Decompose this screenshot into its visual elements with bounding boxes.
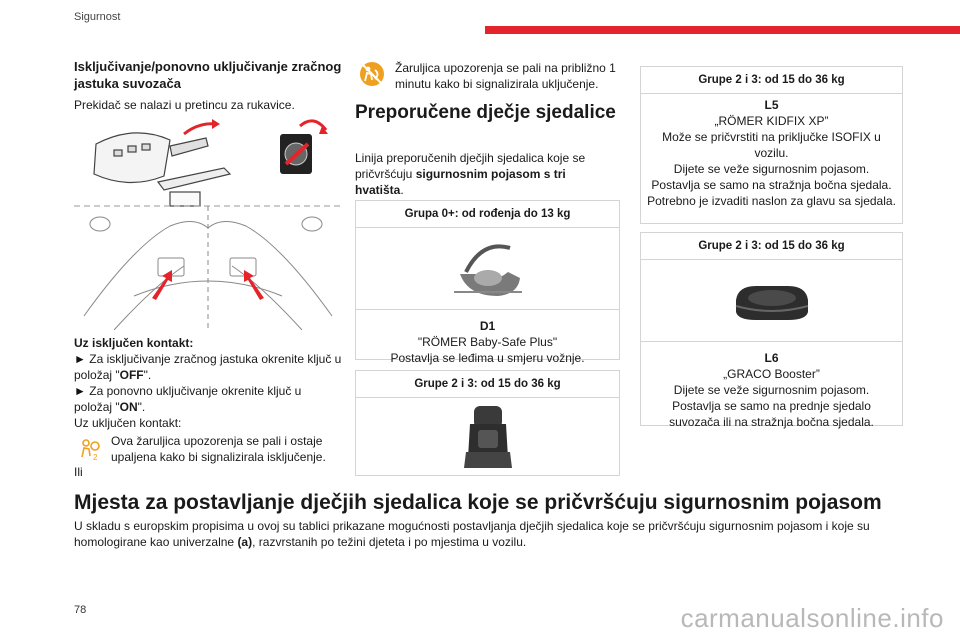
lamp-on-text: Žaruljica upozorenja se pali na približno 1 minutu kako bi signalizirala uključenje. <box>395 61 616 91</box>
seat-line: „RÖMER KIDFIX XP” <box>714 114 829 128</box>
seat-card-title: Grupa 0+: od rođenja do 13 kg <box>356 201 619 228</box>
step-enable-text-pre: Za ponovno uključivanje okrenite ključ u položaj " <box>74 384 302 414</box>
seat-line: Postavlja se leđima u smjeru vožnje. <box>390 351 585 365</box>
airbag-on-lamp-icon <box>358 60 386 88</box>
seat-card-d1 <box>355 200 620 365</box>
intro-pre: Linija preporučenih dječjih sjedalica koje se pričvršćuju <box>355 151 586 181</box>
seat-line: Dijete se veže sigurnosnim pojasom. <box>673 162 870 176</box>
seat-card-body <box>641 94 902 217</box>
arrow-bullet-icon: ► <box>74 352 86 366</box>
lamp-off-text: Ova žaruljica upozorenja se pali i ostaje upaljena kako bi signalizirala isključenje. <box>111 434 326 464</box>
header-accent-bar <box>485 26 960 34</box>
seat-image-graco-booster <box>641 260 902 342</box>
seat-line: "RÖMER Baby-Safe Plus" <box>417 335 558 349</box>
step-enable <box>74 383 342 415</box>
seat-code: D1 <box>479 319 496 333</box>
seat-line: Potrebno je izvaditi naslon za glavu sa sjedala. <box>647 194 896 208</box>
switch-location-text: Prekidač se nalazi u pretincu za rukavice. <box>74 98 295 112</box>
airbag-off-lamp-icon <box>78 437 102 461</box>
intro-bold: sigurnosnim pojasom s tri hvatišta <box>355 167 566 197</box>
belt-seats-heading: Mjesta za postavljanje dječjih sjedalica koje se pričvršćuju sigurnosnim pojasom <box>74 491 882 514</box>
seat-card-title: Grupe 2 i 3: od 15 do 36 kg <box>641 233 902 260</box>
step-enable-on: ON <box>119 400 138 414</box>
airbag-switch-illustration <box>74 116 342 330</box>
step-disable-text-post: ". <box>143 368 152 382</box>
seat-image-romer-baby-safe <box>356 228 619 310</box>
intro-post: . <box>400 183 404 197</box>
seat-card-l5 <box>640 66 903 224</box>
seat-card-group23 <box>355 370 620 476</box>
seat-line: Postavlja se samo na prednje sjedalo suvozača ili na stražnja bočna sjedala. <box>669 399 874 429</box>
step-enable-text-post: ". <box>137 400 146 414</box>
seat-line: „GRACO Booster” <box>723 367 820 381</box>
recommended-seats-intro <box>355 150 617 198</box>
seat-line: Može se pričvrstiti na priključke ISOFIX u vozilu. <box>662 130 881 160</box>
belt-text-pre: U skladu s europskim propisima u ovoj su tablici prikazane mogućnosti postavljanja dječjih sjedalica koje se pričvršćuju sigurnosnim pojasom i koje su homologirane kao univerzalne <box>74 519 870 549</box>
seat-card-l6 <box>640 232 903 429</box>
section-title: Sigurnost <box>74 11 121 23</box>
belt-seats-text <box>74 518 904 550</box>
recommended-seats-heading: Preporučene dječje sjedalice <box>355 102 616 123</box>
seat-code: L6 <box>764 351 779 365</box>
seat-line: Postavlja se samo na stražnja bočna sjedala. <box>651 178 892 192</box>
off-steps <box>74 335 342 431</box>
airbag-heading: Isključivanje/ponovno uključivanje zračnog jastuka suvozača <box>74 59 342 91</box>
seat-code: L5 <box>764 98 779 112</box>
seat-card-title: Grupe 2 i 3: od 15 do 36 kg <box>641 67 902 94</box>
ignition-on-line: Uz uključen kontakt: <box>74 416 182 430</box>
belt-text-bold: (a) <box>237 535 253 549</box>
step-disable-text-pre: Za isključivanje zračnog jastuka okrenite ključ u položaj " <box>74 352 342 382</box>
step-disable <box>74 351 342 383</box>
seat-card-body <box>356 310 619 374</box>
seat-line: Dijete se veže sigurnosnim pojasom. <box>673 383 870 397</box>
seat-image-kidfix <box>356 398 619 476</box>
svg-text:2: 2 <box>93 453 98 461</box>
step-disable-off: OFF <box>119 368 144 382</box>
arrow-bullet-icon: ► <box>74 384 86 398</box>
seat-card-title: Grupe 2 i 3: od 15 do 36 kg <box>356 371 619 398</box>
ignition-off-heading: Uz isključen kontakt: <box>74 336 194 350</box>
page-number: 78 <box>74 604 87 616</box>
belt-text-post: , razvrstanih po težini djeteta i po mjestima u vozilu. <box>252 535 527 549</box>
seat-card-body <box>641 342 902 438</box>
ili-text: Ili <box>74 465 83 479</box>
watermark: carmanualsonline.info <box>680 603 944 633</box>
